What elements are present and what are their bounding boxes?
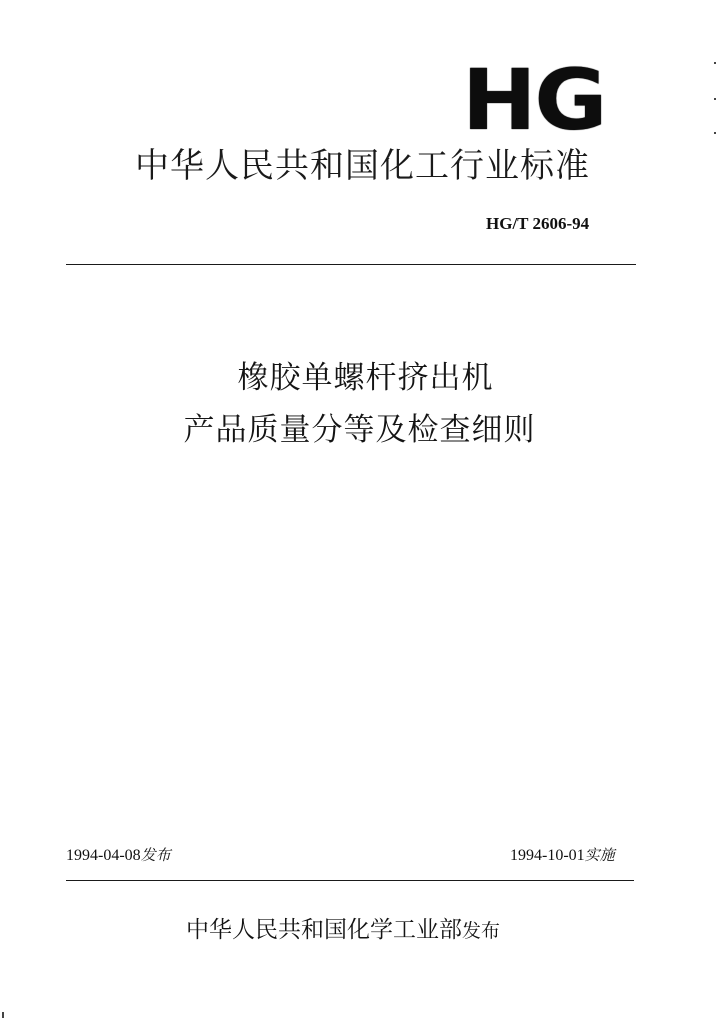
scan-speck [2, 1012, 4, 1018]
document-title-line-1: 橡胶单螺杆挤出机 [237, 360, 494, 396]
bottom-divider [66, 880, 634, 881]
publisher-name: 中华人民共和国化学工业部 [186, 917, 462, 943]
scan-speck [714, 132, 716, 134]
implementation-date-value: 1994-10-01 [510, 847, 585, 864]
scan-speck [714, 62, 716, 64]
publisher [186, 914, 500, 947]
implementation-date [510, 844, 615, 867]
hg-logo: HG [462, 51, 606, 149]
top-divider [66, 264, 636, 265]
standard-number: HG/T 2606-94 [486, 214, 590, 233]
scan-speck [714, 98, 716, 100]
issue-date [66, 844, 171, 867]
issue-label: 发布 [140, 846, 171, 864]
publisher-label: 发布 [462, 920, 501, 942]
issuing-body-title: 中华人民共和国化工行业标准 [135, 146, 590, 186]
issue-date-value: 1994-04-08 [66, 847, 141, 864]
document-title-line-2: 产品质量分等及检查细则 [183, 412, 536, 448]
implementation-label: 实施 [584, 846, 615, 864]
